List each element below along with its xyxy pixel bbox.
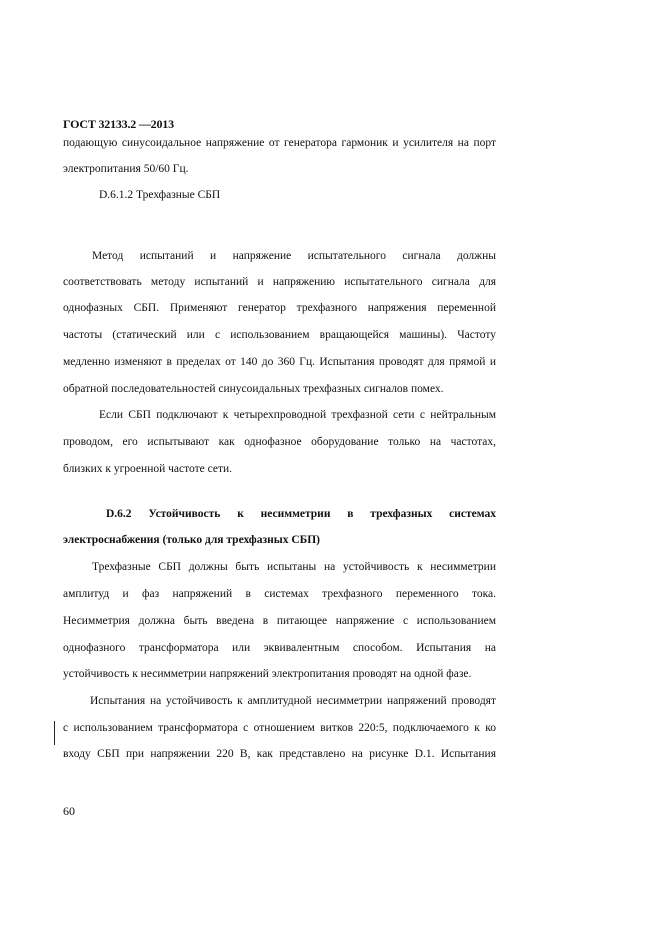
intro-line-2: электропитания 50/60 Гц. [63,163,189,175]
paragraph-line: однофазного трансформатора или эквивалентным способом. Испытания на [63,642,496,654]
section-heading-line-2: электроснабжения (только для трехфазных СБП) [63,534,320,546]
paragraph-line: с использованием трансформатора с отношением витков 220:5, подключаемого к ко [63,722,496,734]
paragraph-line: Трехфазные СБП должны быть испытаны на устойчивость к несимметрии [92,561,496,573]
revision-margin-bar [54,721,55,745]
paragraph-line: обратной последовательностей синусоидальных трехфазных сигналов помех. [63,383,444,395]
page-number: 60 [63,804,75,818]
paragraph-line: устойчивость к несимметрии напряжений электропитания проводят на одной фазе. [63,668,472,680]
intro-line-1: подающую синусоидальное напряжение от генератора гармоник и усилителя на порт [63,137,496,149]
paragraph-line: медленно изменяют в пределах от 140 до 360 Гц. Испытания проводят для прямой и [63,356,496,368]
subsection-heading-d612: D.6.1.2 Трехфазные СБП [99,189,221,201]
document-header: ГОСТ 32133.2 —2013 [63,117,174,131]
paragraph-line: Метод испытаний и напряжение испытательного сигнала должны [92,250,496,262]
paragraph-line: проводом, его испытывают как однофазное оборудование только на частотах, [63,436,496,448]
section-heading-line-1: D.6.2 Устойчивость к несимметрии в трехфазных системах [106,508,496,520]
paragraph-line: соответствовать методу испытаний и напряжению испытательного сигнала для [63,276,496,288]
paragraph-line: Несимметрия должна быть введена в питающее напряжение с использованием [63,615,496,627]
paragraph-line: Если СБП подключают к четырехпроводной трехфазной сети с нейтральным [99,409,496,421]
paragraph-line: однофазных СБП. Применяют генератор трехфазного напряжения переменной [63,302,496,314]
paragraph-line: амплитуд и фаз напряжений в системах трехфазного переменного тока. [63,588,496,600]
paragraph-line: входу СБП при напряжении 220 В, как представлено на рисунке D.1. Испытания [63,748,496,760]
paragraph-line: частоты (статический или с использованием вращающейся машины). Частоту [63,329,496,341]
paragraph-line: Испытания на устойчивость к амплитудной несимметрии напряжений проводят [90,695,496,707]
paragraph-line: близких к угроенной частоте сети. [63,463,233,475]
